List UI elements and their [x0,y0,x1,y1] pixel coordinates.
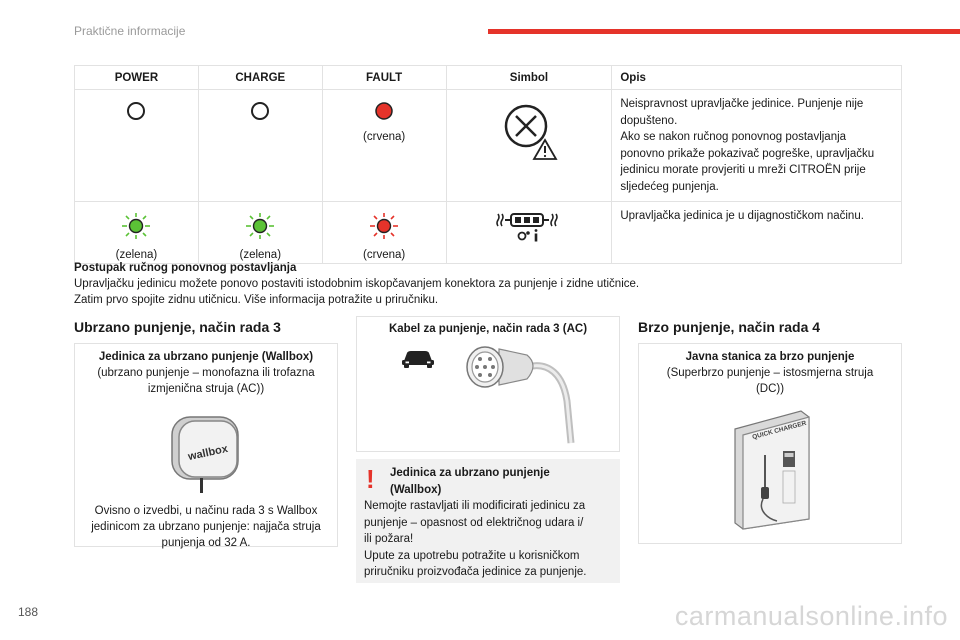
manual-reset-block [74,260,639,308]
wallbox-illustration [170,415,242,495]
col-header-description: Opis [612,66,902,90]
warning-text: ili požara! [364,533,414,545]
description-line: Neispravnost upravljačke jedinice. Punjenje nije [620,98,864,110]
warning-title: (Wallbox) [390,483,442,496]
symbol-cell [446,90,612,202]
quick-charger-illustration [729,407,811,531]
warning-text: priručniku proizvođača jedinice za punjenje. [364,566,587,578]
warning-icon: ! [366,464,375,494]
led-color-label: (crvena) [363,131,406,143]
symbol-cell [446,202,612,264]
col-header-charge: CHARGE [198,66,322,90]
description-cell [612,90,902,202]
page-number: 188 [18,605,39,619]
led-off-icon [249,100,271,122]
wallbox-card-subtitle: izmjenična struja (AC)) [147,383,265,395]
led-off-icon [125,100,147,122]
header-accent-bar [488,29,960,34]
col-header-power: POWER [75,66,199,90]
quick-charger-card-title: Javna stanica za brzo punjenje [685,351,855,363]
description-line: Ako se nakon ručnog ponovnog postavljanja [620,131,847,143]
table-row [75,202,902,264]
fault-cell [322,90,446,202]
fault-cross-warning-icon [499,100,559,162]
manual-reset-text: Zatim prvo spojite zidnu utičnicu. Više informacija potražite u priručniku. [74,294,439,306]
description-line: dopušteno. [620,114,678,127]
description-line: jedinicu morate provjeriti u mreži CITROËN prije [620,164,866,176]
led-color-label: (zelena) [115,249,158,261]
power-cell [75,90,199,202]
table-header-row [75,66,902,90]
charge-cell [198,90,322,202]
description-cell [612,202,902,264]
diagnostic-mode-icon [496,212,562,244]
charge-cell [198,202,322,264]
description-line: ponovno prikaže pokazivač pogreške, upravljačku [620,147,875,160]
col-header-symbol: Simbol [446,66,612,90]
description-line: sljedećeg punjenja. [620,180,719,193]
led-color-label: (crvena) [363,249,406,261]
led-green-blinking-icon [244,212,276,240]
wallbox-card-subtitle: (ubrzano punjenje – monofazna ili trofazna [97,367,315,379]
led-green-blinking-icon [120,212,152,240]
warning-text: punjenje – opasnost od električnog udara i/ [364,516,584,529]
wallbox-card-title: Jedinica za ubrzano punjenje (Wallbox) [98,351,314,363]
led-red-blinking-icon [368,212,400,240]
wallbox-warning-box [356,459,620,583]
wallbox-card [74,343,338,547]
manual-reset-text: Upravljačku jedinicu možete ponovo postaviti istodobnim iskopčavanjem konektora za punjenje i zidne utičnice. [74,278,640,290]
quick-charger-card-subtitle: (Superbrzo punjenje – istosmjerna struja [666,367,874,379]
quick-charger-card [638,343,902,544]
car-icon [401,347,435,369]
warning-text: Nemojte rastavljati ili modificirati jedinicu za [364,500,586,512]
watermark-text: carmanualsonline.info [674,601,948,631]
page-header-title: Praktične informacije [74,24,186,38]
section-heading-mode3: Ubrzano punjenje, način rada 3 [74,319,281,335]
wallbox-card-text: Ovisno o izvedbi, u načinu rada 3 s Wallbox [94,505,318,517]
led-red-solid-icon [373,100,395,122]
warning-title: Jedinica za ubrzano punjenje [390,467,550,479]
charging-cable-card [356,316,620,452]
wallbox-card-text: jedinicom za ubrzano punjenje: najjača struja [91,521,321,533]
wallbox-brand-text: wallbox [187,442,229,464]
quick-charger-label: QUICK CHARGER [751,419,808,442]
quick-charger-card-subtitle: (DC)) [755,383,785,395]
led-status-table [74,65,902,264]
col-header-fault: FAULT [322,66,446,90]
table-row [75,90,902,202]
warning-text: Upute za upotrebu potražite u korisničkom [364,549,580,562]
type2-connector-illustration [463,339,583,447]
description-line: Upravljačka jedinica je u dijagnostičkom načinu. [620,210,864,222]
section-heading-mode4: Brzo punjenje, način rada 4 [638,319,821,335]
manual-reset-title: Postupak ručnog ponovnog postavljanja [74,262,297,274]
led-color-label: (zelena) [239,249,282,261]
fault-cell [322,202,446,264]
charging-cable-card-title: Kabel za punjenje, način rada 3 (AC) [388,323,588,335]
power-cell [75,202,199,264]
wallbox-card-text: punjenja od 32 A. [161,537,251,549]
